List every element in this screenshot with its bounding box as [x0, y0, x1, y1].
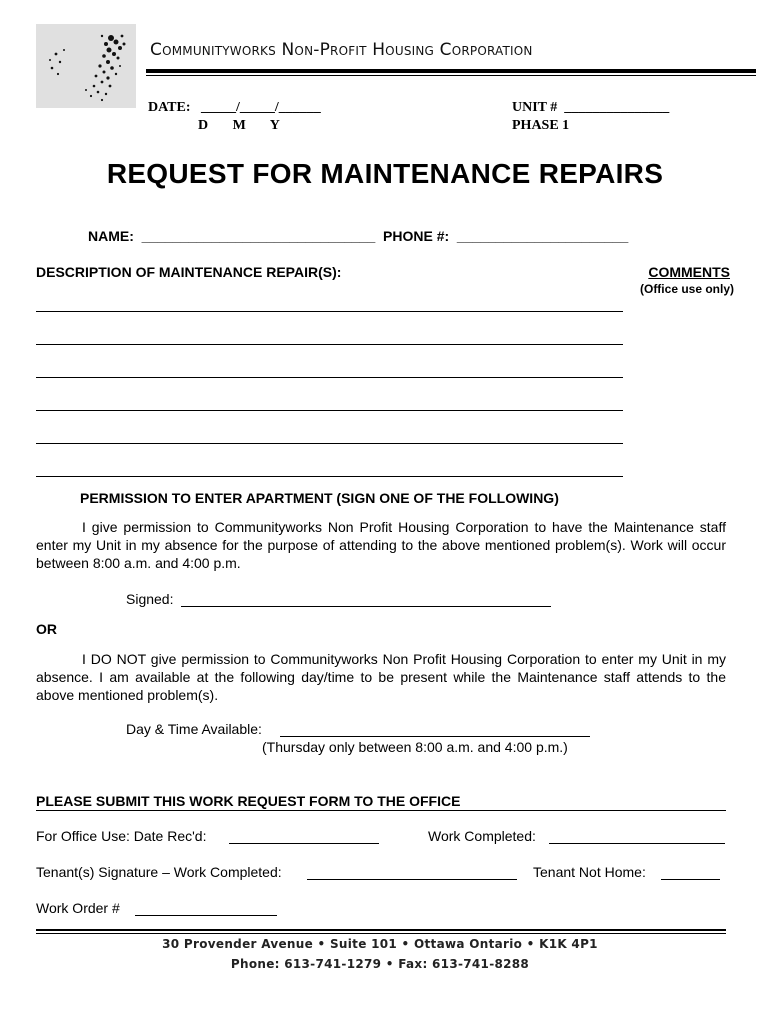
submit-note: PLEASE SUBMIT THIS WORK REQUEST FORM TO THE OFFICE	[36, 793, 461, 809]
work-completed-label: Work Completed:	[428, 828, 536, 844]
description-line[interactable]	[36, 443, 623, 444]
tenant-signature-label: Tenant(s) Signature – Work Completed:	[36, 864, 282, 880]
date-field[interactable]: DATE: _____/_____/______	[148, 100, 321, 115]
description-line[interactable]	[36, 410, 623, 411]
signed-row	[126, 591, 173, 607]
tenant-signature-line[interactable]	[307, 879, 517, 880]
date-received-line[interactable]	[229, 843, 379, 844]
no-permission-paragraph	[36, 650, 726, 704]
work-order-line[interactable]	[135, 915, 277, 916]
header-rule	[146, 69, 756, 73]
logo-figure-icon	[36, 24, 136, 108]
availability-line[interactable]	[280, 736, 590, 737]
availability-label: Day & Time Available:	[126, 721, 262, 737]
footer-address: 30 Provender Avenue • Suite 101 • Ottawa Ontario • K1K 4P1	[162, 937, 598, 951]
description-line[interactable]	[36, 377, 623, 378]
no-permission-paragraph-text: I DO NOT give permission to Communityworks Non Profit Housing Corporation to enter my Unit in my absence. I am available at the following day/time to be present while the Maintenance staff attends to the above mentioned problem(s).	[36, 651, 726, 703]
permission-heading: PERMISSION TO ENTER APARTMENT (SIGN ONE OF THE FOLLOWING)	[80, 490, 559, 506]
date-received-label: For Office Use: Date Rec'd:	[36, 828, 207, 844]
footer-rule-thin	[36, 933, 726, 934]
description-line[interactable]	[36, 476, 623, 477]
signed-label: Signed:	[126, 591, 174, 607]
or-label: OR	[36, 621, 57, 637]
work-order-label: Work Order #	[36, 900, 120, 916]
signature-line[interactable]	[181, 606, 551, 607]
submit-rule	[36, 810, 726, 811]
footer-rule	[36, 929, 726, 931]
permission-paragraph-text: I give permission to Communityworks Non Profit Housing Corporation to have the Maintenance staff enter my Unit in my absence for the purpose of attending to the above mentioned problem(s). Work will occur between 8:00 a.m. and 4:00 p.m.	[36, 519, 726, 571]
availability-note: (Thursday only between 8:00 a.m. and 4:00 p.m.)	[262, 739, 568, 755]
work-completed-line[interactable]	[549, 843, 725, 844]
unit-field[interactable]: UNIT # _______________	[512, 100, 670, 115]
organization-name: Communityworks Non-Profit Housing Corporation	[150, 40, 533, 60]
description-line[interactable]	[36, 311, 623, 312]
description-label: DESCRIPTION OF MAINTENANCE REPAIR(S):	[36, 264, 342, 280]
header-rule-thin	[146, 75, 756, 76]
phase-label: PHASE 1	[512, 118, 570, 133]
permission-paragraph	[36, 518, 726, 572]
footer-contact: Phone: 613-741-1279 • Fax: 613-741-8288	[230, 957, 530, 971]
comments-label: COMMENTS	[648, 264, 730, 280]
logo	[36, 24, 136, 108]
comments-note: (Office use only)	[639, 282, 734, 296]
date-parts-label: D M Y	[198, 118, 280, 133]
tenant-not-home-label: Tenant Not Home:	[533, 864, 646, 880]
name-phone-fields[interactable]: NAME: ______________________________ PHONE #: ______________________	[88, 228, 629, 244]
tenant-not-home-line[interactable]	[661, 879, 720, 880]
description-line[interactable]	[36, 344, 623, 345]
form-title: REQUEST FOR MAINTENANCE REPAIRS	[106, 158, 664, 189]
